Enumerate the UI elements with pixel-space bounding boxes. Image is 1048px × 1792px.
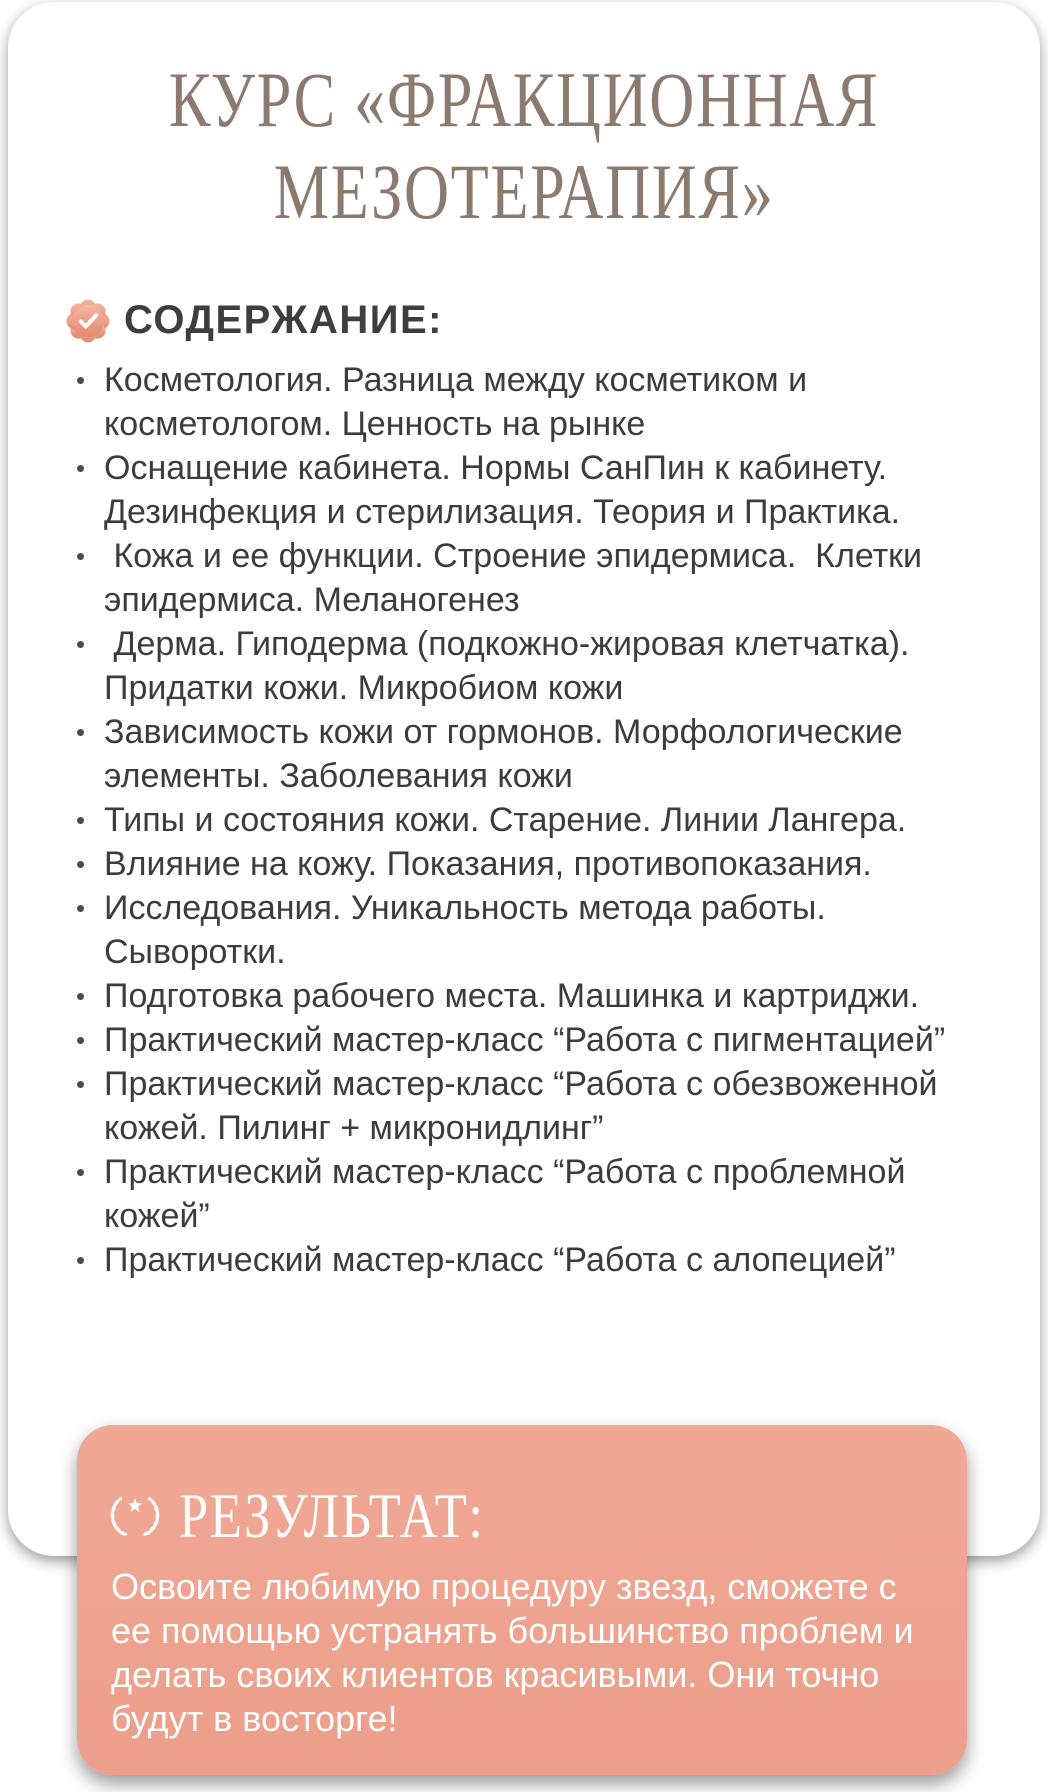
list-item-text: Практический мастер-класс “Работа с проблемной кожей”	[104, 1153, 915, 1235]
list-item	[70, 1018, 988, 1062]
list-item-text: Практический мастер-класс “Работа с пигментацией”	[104, 1021, 946, 1059]
list-item-text: Оснащение кабинета. Нормы СанПин к кабинету. Дезинфекция и стерилизация. Теория и Практика.	[104, 449, 901, 531]
result-heading-row	[107, 1479, 552, 1553]
list-item	[70, 622, 988, 710]
list-item	[70, 710, 988, 798]
course-title-line1: КУРС «ФРАКЦИОННАЯ	[168, 56, 880, 143]
list-item-text: Влияние на кожу. Показания, противопоказания.	[104, 845, 872, 883]
list-item	[70, 534, 988, 622]
list-item	[70, 1150, 988, 1238]
list-item	[70, 1238, 988, 1282]
list-item	[70, 842, 988, 886]
bullet-icon: •	[76, 453, 86, 483]
list-item-text: Косметология. Разница между косметиком и косметологом. Ценность на рынке	[104, 361, 817, 443]
list-item-text: Кожа и ее функции. Строение эпидермиса. Клетки эпидермиса. Меланогенез	[104, 537, 932, 619]
list-item	[70, 446, 988, 534]
list-item-text: Дерма. Гиподерма (подкожно-жировая клетчатка). Придатки кожи. Микробиом кожи	[104, 625, 919, 707]
list-item	[70, 358, 988, 446]
result-heading: РЕЗУЛЬТАТ:	[179, 1480, 485, 1551]
list-item	[70, 886, 988, 974]
bullet-icon: •	[76, 1069, 86, 1099]
list-item	[70, 798, 988, 842]
result-box	[77, 1425, 967, 1775]
contents-heading: СОДЕРЖАНИЕ:	[124, 298, 443, 342]
contents-heading-row	[66, 298, 443, 343]
list-item-text: Практический мастер-класс “Работа с обезвоженной кожей. Пилинг + микронидлинг”	[104, 1065, 948, 1147]
bullet-icon: •	[76, 849, 86, 879]
course-title	[111, 54, 937, 238]
bullet-icon: •	[76, 717, 86, 747]
bullet-icon: •	[76, 629, 86, 659]
result-text: Освоите любимую процедуру звезд, сможете с ее помощью устранять большинство проблем и делать своих клиентов красивыми. Они точно будут в восторге!	[111, 1566, 914, 1739]
list-item	[70, 1062, 988, 1150]
list-item	[70, 974, 988, 1018]
bullet-icon: •	[76, 981, 86, 1011]
bullet-icon: •	[76, 365, 86, 395]
list-item-text: Типы и состояния кожи. Старение. Линии Лангера.	[104, 801, 907, 839]
bullet-icon: •	[76, 1025, 86, 1055]
contents-list	[70, 358, 988, 1282]
list-item-text: Практический мастер-класс “Работа с алопецией”	[104, 1241, 896, 1279]
bullet-icon: •	[76, 805, 86, 835]
bullet-icon: •	[76, 1157, 86, 1187]
bullet-icon: •	[76, 1245, 86, 1275]
list-item-text: Подготовка рабочего места. Машинка и картриджи.	[104, 977, 920, 1015]
list-item-text: Исследования. Уникальность метода работы. Сыворотки.	[104, 889, 836, 971]
course-card	[8, 2, 1040, 1556]
list-item-text: Зависимость кожи от гормонов. Морфологические элементы. Заболевания кожи	[104, 713, 913, 795]
bullet-icon: •	[76, 541, 86, 571]
verified-badge-icon	[66, 299, 110, 343]
laurel-star-icon	[107, 1493, 163, 1539]
course-title-line2: МЕЗОТЕРАПИЯ»	[273, 148, 775, 235]
bullet-icon: •	[76, 893, 86, 923]
